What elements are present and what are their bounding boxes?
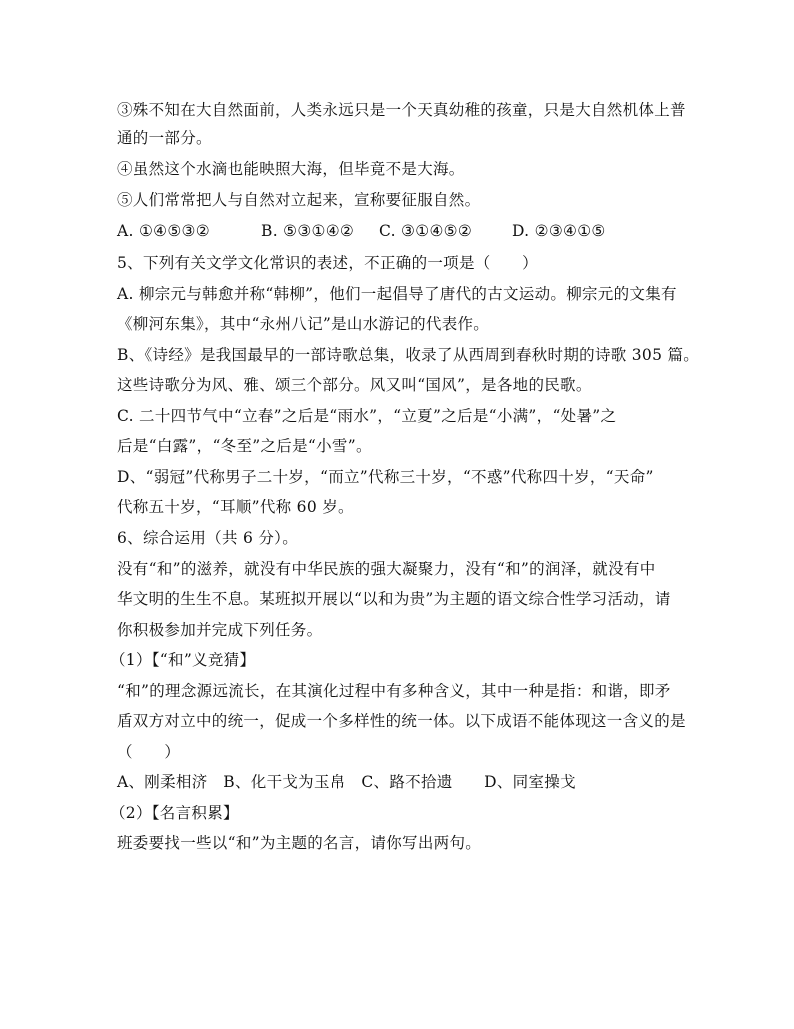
part-1-line-2: 盾双方对立中的统一，促成一个多样性的统一体。以下成语不能体现这一含义的是 <box>117 712 686 730</box>
option-b[interactable]: B. ⑤③①④② <box>261 222 355 240</box>
question-6-intro-line-1: 没有“和”的滋养，就没有中华民族的强大凝聚力，没有“和”的润泽，就没有中 <box>117 560 656 578</box>
question-6-intro-line-3: 你积极参加并完成下列任务。 <box>117 621 323 639</box>
question-5-option-d-line-1: D、“弱冠”代称男子二十岁，“而立”代称三十岁，“不惑”代称四十岁，“天命” <box>117 468 654 486</box>
question-5-option-a-line-2: 《柳河东集》，其中“永州八记”是山水游记的代表作。 <box>117 315 490 333</box>
question-5-option-c-line-2: 后是“白露”，“冬至”之后是“小雪”。 <box>117 437 372 455</box>
part-1-options: A、刚柔相济 B、化干戈为玉帛 C、路不拾遗 D、同室操戈 <box>117 773 576 791</box>
part-1-line-1: “和”的理念源远流长，在其演化过程中有多种含义，其中一种是指：和谐，即矛 <box>117 682 671 700</box>
question-5-option-d-line-2: 代称五十岁，“耳顺”代称 60 岁。 <box>117 498 354 516</box>
question-5-option-b-line-2: 这些诗歌分为风、雅、颂三个部分。风又叫“国风”，是各地的民歌。 <box>117 376 592 394</box>
question-5-option-c-line-1: C. 二十四节气中“立春”之后是“雨水”，“立夏”之后是“小满”，“处暑”之 <box>117 407 617 425</box>
sentence-3-line-1: ③殊不知在大自然面前，人类永远只是一个天真幼稚的孩童，只是大自然机体上普 <box>117 101 686 119</box>
part-2-title: （2）【名言积累】 <box>110 804 239 822</box>
sentence-4: ④虽然这个水滴也能映照大海，但毕竟不是大海。 <box>117 160 465 178</box>
question-6-stem: 6、综合运用（共 6 分）。 <box>117 529 299 547</box>
option-d[interactable]: D. ②③④①⑤ <box>512 222 606 240</box>
option-a[interactable]: A. ①④⑤③② <box>117 222 210 240</box>
option-c[interactable]: C. ③①④⑤② <box>379 222 473 240</box>
sentence-3-line-2: 通的一部分。 <box>117 129 212 147</box>
sentence-5: ⑤人们常常把人与自然对立起来，宣称要征服自然。 <box>117 191 481 209</box>
part-2-text: 班委要找一些以“和”为主题的名言，请你写出两句。 <box>117 834 482 852</box>
question-5-stem: 5、下列有关文学文化常识的表述，不正确的一项是（ ） <box>117 254 538 272</box>
part-1-answer-blank: （ ） <box>117 743 181 761</box>
question-5-option-a-line-1: A. 柳宗元与韩愈并称“韩柳”，他们一起倡导了唐代的古文运动。柳宗元的文集有 <box>117 285 677 303</box>
question-5-option-b-line-1: B、《诗经》是我国最早的一部诗歌总集，收录了从西周到春秋时期的诗歌 305 篇。 <box>117 346 700 364</box>
question-6-intro-line-2: 华文明的生生不息。某班拟开展以“以和为贵”为主题的语文综合性学习活动，请 <box>117 590 671 608</box>
part-1-title: （1）【“和”义竞猜】 <box>110 651 256 669</box>
